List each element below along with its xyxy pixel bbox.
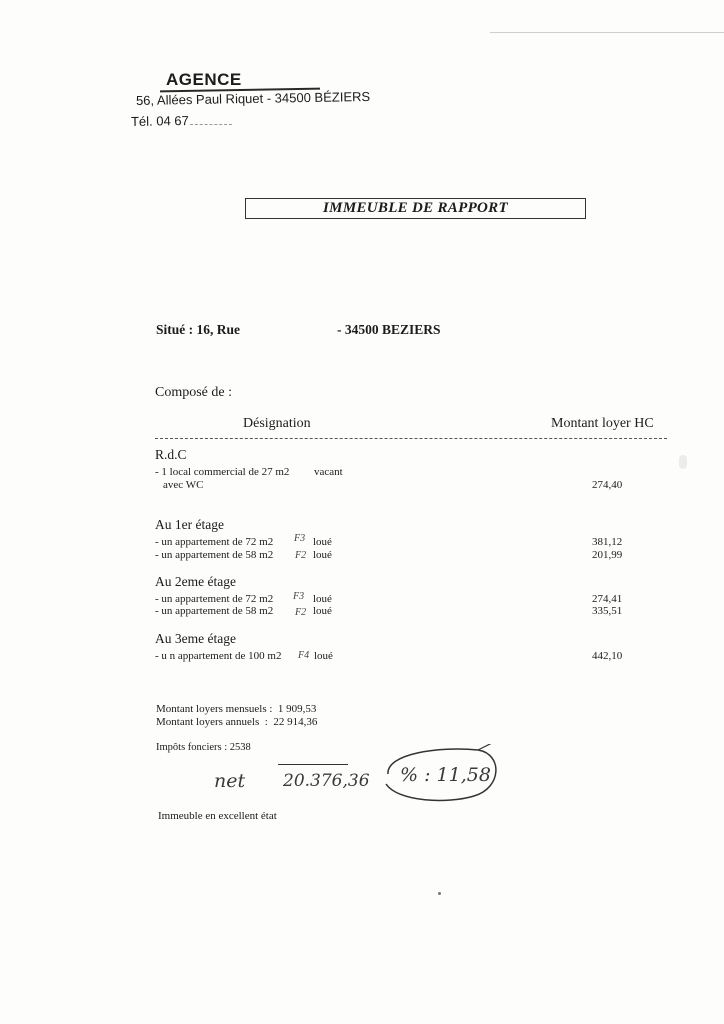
list-item-status: loué bbox=[313, 593, 332, 605]
total-annual-sep: : bbox=[264, 716, 268, 728]
list-item-amount: 381,12 bbox=[592, 536, 623, 548]
section-title: Au 3eme étage bbox=[155, 631, 236, 646]
handwritten-net-label: net bbox=[214, 770, 246, 792]
handwritten-type-mark: F2 bbox=[295, 550, 307, 561]
agency-address: 56, Allées Paul Riquet - 34500 BÉZIERS bbox=[135, 88, 371, 108]
handwritten-type-mark: F4 bbox=[298, 650, 310, 661]
section-title: Au 2eme étage bbox=[155, 574, 236, 589]
handwritten-percent: % : 11,58 bbox=[400, 764, 491, 786]
agency-name: AGENCE bbox=[166, 70, 242, 89]
location-city: - 34500 BEZIERS bbox=[337, 322, 441, 337]
list-item-status: loué bbox=[314, 650, 333, 662]
location-street: Situé : 16, Rue bbox=[156, 322, 240, 337]
handwritten-rule bbox=[278, 764, 348, 765]
property-tax: Impôts fonciers : 2538 bbox=[156, 742, 251, 753]
agency-tel: Tél. 04 67 bbox=[130, 112, 189, 129]
total-monthly-label: Montant loyers mensuels : bbox=[156, 703, 273, 715]
compose-label: Composé de : bbox=[155, 385, 232, 400]
scan-smudge bbox=[679, 455, 687, 469]
header-montant: Montant loyer HC bbox=[551, 416, 654, 431]
section-title: R.d.C bbox=[155, 447, 187, 462]
list-item: - u n appartement de 100 m2 bbox=[155, 650, 282, 662]
list-item: - 1 local commercial de 27 m2 bbox=[155, 466, 290, 478]
scan-edge-rule bbox=[490, 32, 724, 33]
total-annual-value: 22 914,36 bbox=[273, 716, 318, 728]
building-condition: Immeuble en excellent état bbox=[158, 810, 277, 822]
handwritten-type-mark: F3 bbox=[294, 533, 306, 544]
header-designation: Désignation bbox=[243, 416, 311, 431]
list-item-status: loué bbox=[313, 536, 332, 548]
list-item-amount: 274,40 bbox=[592, 479, 623, 491]
list-item: - un appartement de 72 m2 bbox=[155, 593, 274, 605]
list-item-status: loué bbox=[313, 605, 332, 617]
list-item: avec WC bbox=[163, 479, 204, 491]
document-title: IMMEUBLE DE RAPPORT bbox=[245, 198, 586, 219]
scan-speck bbox=[438, 892, 441, 895]
total-monthly-value: 1 909,53 bbox=[277, 703, 317, 715]
handwritten-type-mark: F2 bbox=[295, 607, 307, 618]
total-monthly bbox=[156, 703, 316, 715]
list-item-amount: 201,99 bbox=[592, 549, 623, 561]
list-item-amount: 274,41 bbox=[592, 593, 623, 605]
handwritten-type-mark: F3 bbox=[293, 591, 305, 602]
tel-redacted-mark bbox=[190, 124, 232, 125]
handwritten-net-value: 20.376,36 bbox=[283, 771, 370, 791]
list-item-status: vacant bbox=[314, 466, 343, 478]
list-item: - un appartement de 72 m2 bbox=[155, 536, 274, 548]
section-title: Au 1er étage bbox=[155, 517, 224, 532]
total-annual-label: Montant loyers annuels bbox=[156, 716, 260, 728]
total-annual bbox=[156, 716, 317, 728]
list-item-status: loué bbox=[313, 549, 332, 561]
list-item: - un appartement de 58 m2 bbox=[155, 549, 274, 561]
list-item-amount: 442,10 bbox=[592, 650, 623, 662]
list-item-amount: 335,51 bbox=[592, 605, 623, 617]
header-dashed-rule bbox=[155, 438, 667, 439]
list-item: - un appartement de 58 m2 bbox=[155, 605, 274, 617]
